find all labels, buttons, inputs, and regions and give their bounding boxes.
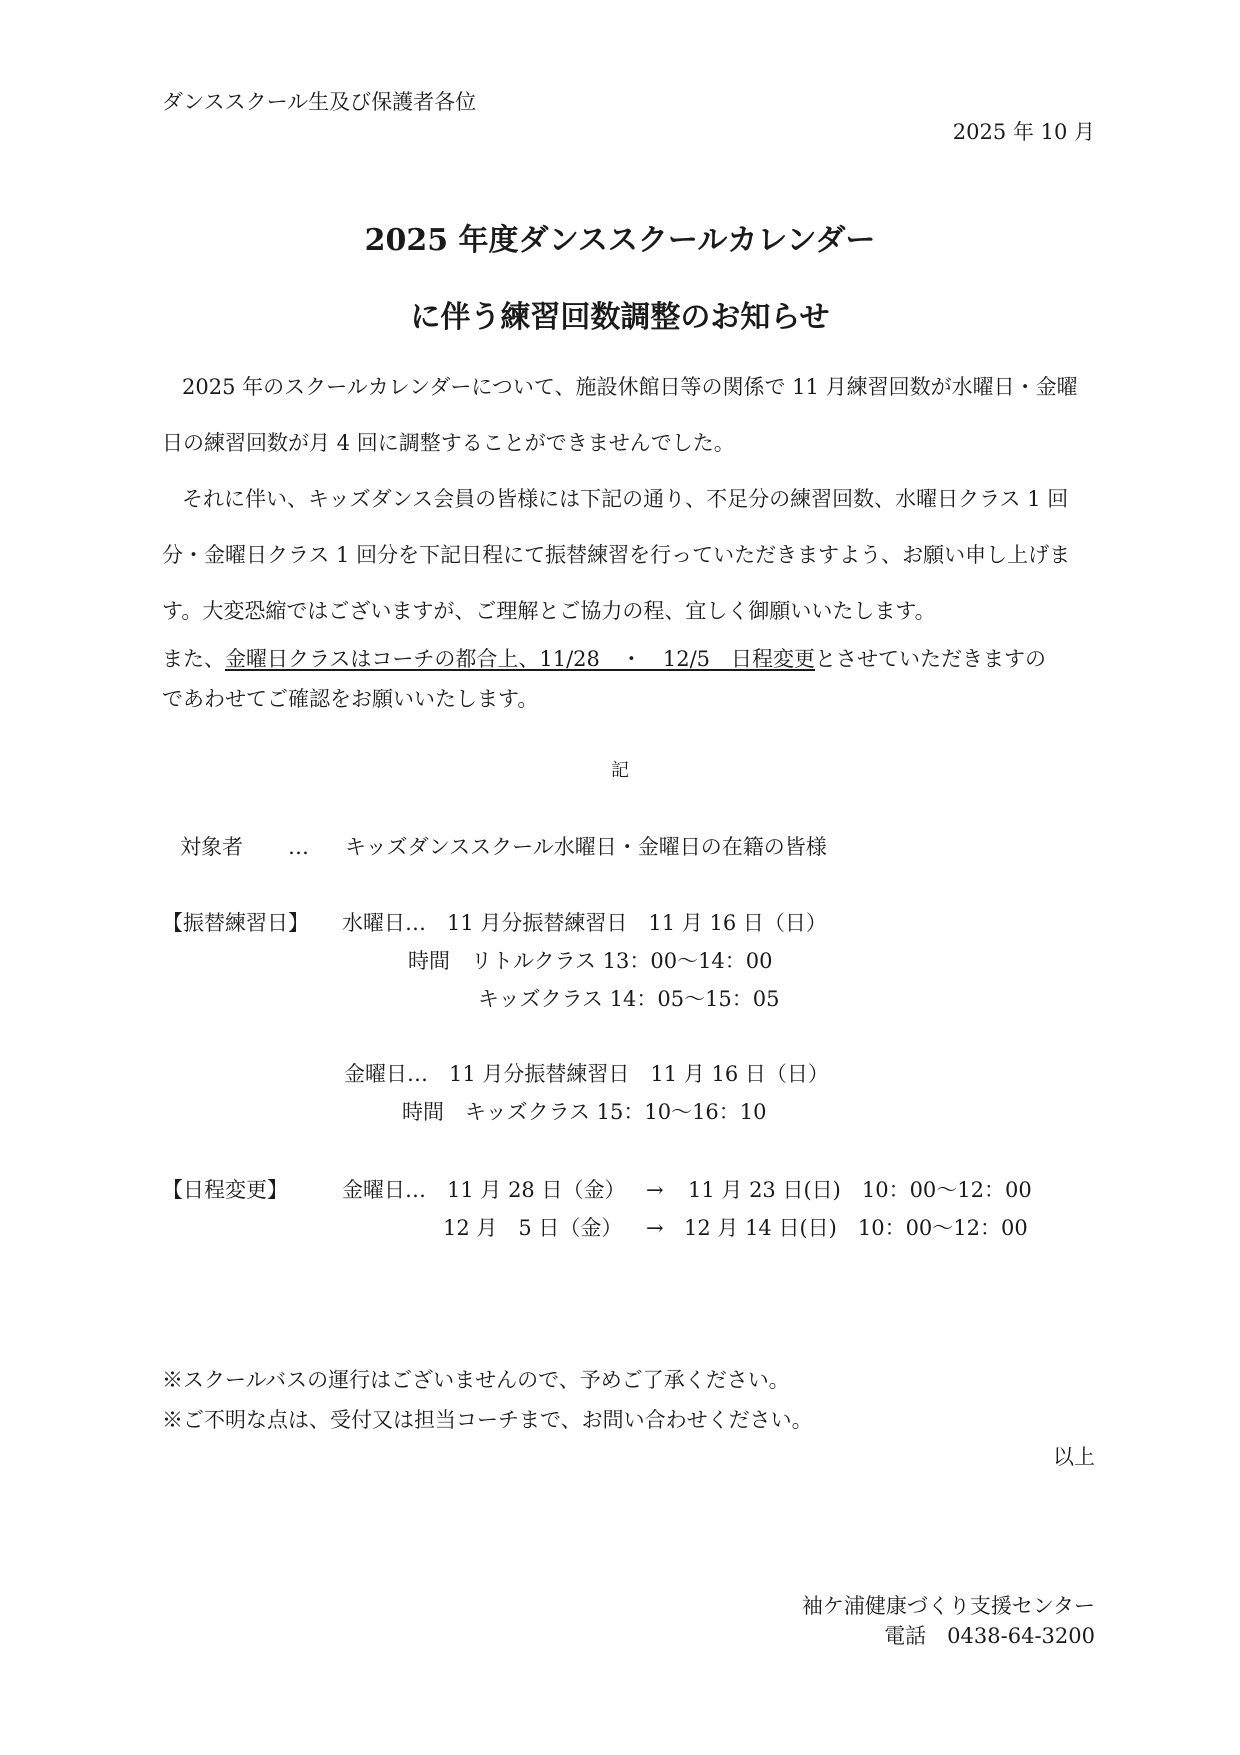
reschedule-row1-to: 11 月 23 日(日) 10：00〜12：00 [688,1178,1032,1202]
body-paragraph1-line2: 日の練習回数が月 4 回に調整することができませんでした。 [162,431,735,455]
note-inquiries: ※ご不明な点は、受付又は担当コーチまで、お問い合わせください。 [162,1408,813,1432]
makeup-wednesday-time1: 時間 リトルクラス 13：00〜14：00 [408,949,773,973]
reschedule-row2-to: 12 月 14 日(日) 10：00〜12：00 [684,1216,1028,1240]
arrow-right-icon: → [646,1216,664,1240]
body-paragraph3-suffix: とさせていただきますの [815,647,1047,671]
page-title-line1: 2025 年度ダンススクールカレンダー [364,223,876,258]
reschedule-row1-from: 金曜日… 11 月 28 日（金） [342,1178,626,1202]
body-paragraph2-line1: それに伴い、キッズダンス会員の皆様には下記の通り、不足分の練習回数、水曜日クラス 1 回 [182,487,1069,511]
makeup-wednesday-line: 水曜日… 11 月分振替練習日 11 月 16 日（日） [342,911,827,935]
body-paragraph3-prefix: また、 [162,647,225,671]
makeup-label: 【振替練習日】 [162,911,309,935]
closing-mark: 以上 [1053,1445,1095,1469]
addressee: ダンススクール生及び保護者各位 [162,90,477,114]
reschedule-row2-from: 12 月 5 日（金） [443,1216,623,1240]
body-paragraph2-line2: 分・金曜日クラス 1 回分を下記日程にて振替練習を行っていただきますよう、お願い申し上げま [162,543,1071,567]
note-bus: ※スクールバスの運行はございませんので、予めご了承ください。 [162,1368,790,1392]
target-value: キッズダンススクール水曜日・金曜日の在籍の皆様 [345,835,827,859]
footer-organization: 袖ケ浦健康づくり支援センター [801,1594,1095,1618]
reschedule-label: 【日程変更】 [162,1178,288,1202]
target-separator: … [288,835,309,859]
body-paragraph1-line1: 2025 年のスクールカレンダーについて、施設休館日等の関係で 11 月練習回数が水曜日・金曜 [182,375,1078,399]
page-title-line2: に伴う練習回数調整のお知らせ [410,300,830,335]
makeup-wednesday-time2: キッズクラス 14：05〜15：05 [478,987,780,1011]
body-paragraph2-line3: す。大変恐縮ではございますが、ご理解とご協力の程、宜しく御願いいたします。 [162,599,936,623]
makeup-friday-time: 時間 キッズクラス 15：10〜16：10 [402,1100,767,1124]
arrow-right-icon: → [646,1178,664,1202]
issue-date: 2025 年 10 月 [952,120,1095,144]
schedule-change-notice: 金曜日クラスはコーチの都合上、11/28 ・ 12/5 日程変更 [225,647,816,671]
ki-mark: 記 [611,760,629,781]
body-paragraph3-line2: であわせてご確認をお願いいたします。 [162,687,539,711]
makeup-friday-line: 金曜日… 11 月分振替練習日 11 月 16 日（日） [344,1062,829,1086]
target-label: 対象者 [180,835,243,859]
body-paragraph3-line1 [162,649,1046,670]
footer-phone: 電話 0438-64-3200 [884,1624,1095,1648]
